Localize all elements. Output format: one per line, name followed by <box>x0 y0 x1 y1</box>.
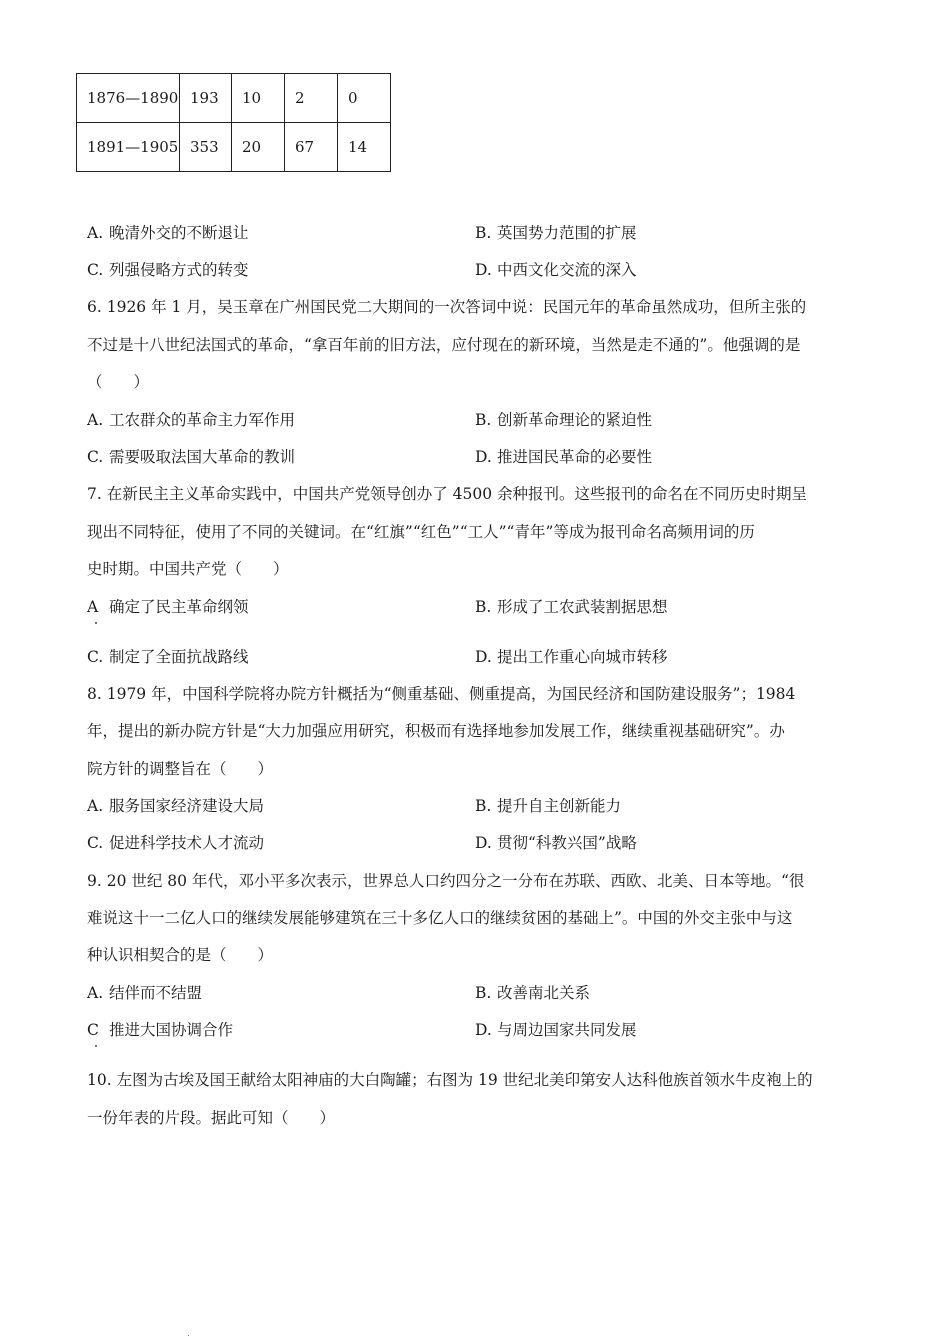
q10-stem-line-2: 一份年表的片段。据此可知（ ） <box>87 1109 336 1127</box>
option-letter: D. <box>475 1021 492 1039</box>
option-text: 晚清外交的不断退让 <box>109 224 249 242</box>
q8-stem-line-3: 院方针的调整旨在（ ） <box>87 760 274 778</box>
option-letter: A. <box>87 224 104 242</box>
option-text: 促进科学技术人才流动 <box>109 834 265 852</box>
option-text: 提出工作重心向城市转移 <box>497 648 668 666</box>
table-cell: 14 <box>338 123 391 172</box>
option-letter: B. <box>475 598 492 616</box>
table-cell: 193 <box>180 74 232 123</box>
option-letter: B. <box>475 224 492 242</box>
table-cell: 2 <box>285 74 338 123</box>
q6-stem-line-1: 6. 1926 年 1 月，吴玉章在广州国民党二大期间的一次答词中说：民国元年的革命虽然成功，但所主张的 <box>87 298 807 316</box>
option-letter: D. <box>475 448 492 466</box>
stray-dot <box>188 1335 189 1336</box>
q7-option-b[interactable] <box>475 595 668 617</box>
q5-option-a[interactable] <box>87 221 249 243</box>
q6-option-d[interactable] <box>475 445 652 467</box>
table-cell: 20 <box>232 123 285 172</box>
q6-option-b[interactable] <box>475 408 652 430</box>
option-text: 英国势力范围的扩展 <box>497 224 637 242</box>
q8-option-b[interactable] <box>475 794 621 816</box>
option-text: 形成了工农武装割据思想 <box>497 598 668 616</box>
option-letter: D. <box>475 648 492 666</box>
option-letter: D. <box>475 834 492 852</box>
option-text: 服务国家经济建设大局 <box>109 797 265 815</box>
q9-stem-line-1: 9. 20 世纪 80 年代，邓小平多次表示，世界总人口约四分之一分布在苏联、西欧、北美、日本等地。“很 <box>87 872 805 890</box>
option-letter: C. <box>87 834 104 852</box>
table-cell: 353 <box>180 123 232 172</box>
option-letter: A <box>87 598 99 616</box>
q7-option-a[interactable] <box>87 595 249 617</box>
option-text: 需要吸取法国大革命的教训 <box>109 448 296 466</box>
option-text: 创新革命理论的紧迫性 <box>497 411 653 429</box>
stray-dot <box>95 1045 97 1047</box>
option-text: 中西文化交流的深入 <box>497 261 637 279</box>
q8-option-a[interactable] <box>87 794 264 816</box>
q7-option-d[interactable] <box>475 645 668 667</box>
q7-stem-line-1: 7. 在新民主主义革命实践中，中国共产党领导创办了 4500 余种报刊。这些报刊的命名在不同历史时期呈 <box>87 485 808 503</box>
table-cell: 67 <box>285 123 338 172</box>
q9-option-d[interactable] <box>475 1018 637 1040</box>
table-cell: 1891—1905 <box>77 123 180 172</box>
q8-option-d[interactable] <box>475 831 637 853</box>
q9-option-b[interactable] <box>475 981 590 1003</box>
q9-stem-line-2: 难说这十一二亿人口的继续发展能够建筑在三十多亿人口的继续贫困的基础上”。中国的外交主张中与这 <box>87 909 793 927</box>
option-text: 提升自主创新能力 <box>497 797 622 815</box>
q5-option-b[interactable] <box>475 221 637 243</box>
data-table <box>76 73 391 172</box>
option-letter: A. <box>87 797 104 815</box>
q7-option-c[interactable] <box>87 645 249 667</box>
option-text: 确定了民主革命纲领 <box>109 598 249 616</box>
option-text: 结伴而不结盟 <box>109 984 203 1002</box>
q6-stem-line-2: 不过是十八世纪法国式的革命，“拿百年前的旧方法，应付现在的新环境，当然是走不通的”。他强调的是 <box>87 336 801 354</box>
q10-stem-line-1: 10. 左图为古埃及国王献给太阳神庙的大白陶罐；右图为 19 世纪北美印第安人达科他族首领水牛皮袍上的 <box>87 1071 813 1089</box>
q7-stem-line-2: 现出不同特征，使用了不同的关键词。在“红旗”“红色”“工人”“青年”等成为报刊命名高频用词的历 <box>87 523 755 541</box>
q6-option-a[interactable] <box>87 408 295 430</box>
q5-option-c[interactable] <box>87 258 249 280</box>
q9-option-c[interactable] <box>87 1018 233 1040</box>
option-text: 与周边国家共同发展 <box>497 1021 637 1039</box>
option-letter: C. <box>87 261 104 279</box>
q8-option-c[interactable] <box>87 831 264 853</box>
q8-stem-line-2: 年，提出的新办院方针是“大力加强应用研究，积极而有选择地参加发展工作，继续重视基础研究”。办 <box>87 722 785 740</box>
option-letter: C. <box>87 648 104 666</box>
option-text: 制定了全面抗战路线 <box>109 648 249 666</box>
option-text: 贯彻“科教兴国”战略 <box>497 834 637 852</box>
table-cell: 1876—1890 <box>77 74 180 123</box>
option-letter: D. <box>475 261 492 279</box>
option-letter: A. <box>87 411 104 429</box>
option-text: 工农群众的革命主力军作用 <box>109 411 296 429</box>
option-text: 列强侵略方式的转变 <box>109 261 249 279</box>
table-row <box>77 74 391 123</box>
q9-option-a[interactable] <box>87 981 202 1003</box>
q7-stem-line-3: 史时期。中国共产党（ ） <box>87 560 289 578</box>
option-text: 推进国民革命的必要性 <box>497 448 653 466</box>
option-text: 改善南北关系 <box>497 984 591 1002</box>
option-letter: C <box>87 1021 99 1039</box>
option-letter: C. <box>87 448 104 466</box>
option-letter: B. <box>475 797 492 815</box>
option-letter: A. <box>87 984 104 1002</box>
q6-option-c[interactable] <box>87 445 295 467</box>
option-letter: B. <box>475 411 492 429</box>
q5-option-d[interactable] <box>475 258 637 280</box>
option-letter: B. <box>475 984 492 1002</box>
q9-stem-line-3: 种认识相契合的是（ ） <box>87 946 274 964</box>
table-cell: 0 <box>338 74 391 123</box>
q8-stem-line-1: 8. 1979 年，中国科学院将办院方针概括为“侧重基础、侧重提高，为国民经济和国防建设服务”；1984 <box>87 685 796 703</box>
option-text: 推进大国协调合作 <box>109 1021 234 1039</box>
q6-stem-line-3: （ ） <box>87 373 150 391</box>
stray-dot <box>95 622 97 624</box>
table-cell: 10 <box>232 74 285 123</box>
table-row <box>77 123 391 172</box>
